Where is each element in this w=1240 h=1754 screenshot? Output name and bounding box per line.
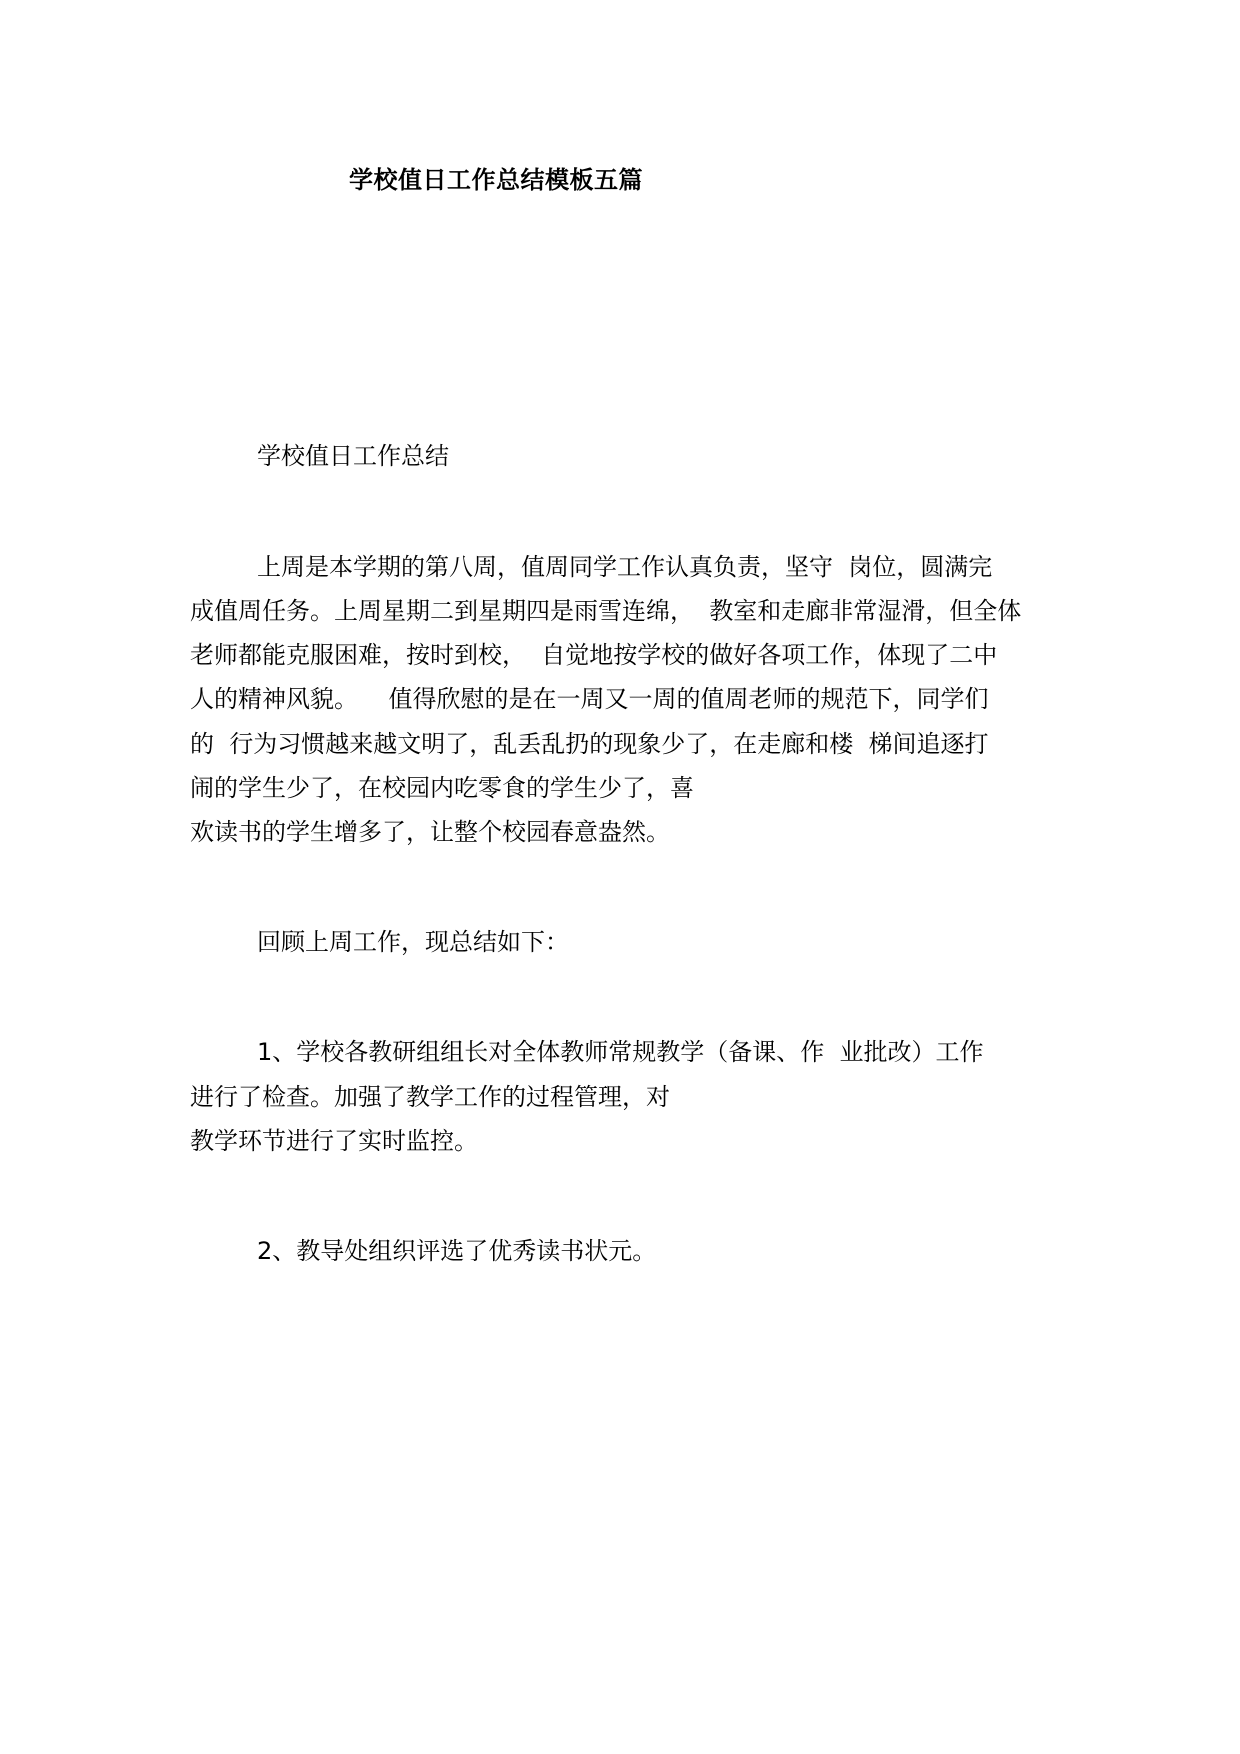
paragraph-line: 的 行为习惯越来越文明了，乱丢乱扔的现象少了，在走廊和楼 梯间追逐打 xyxy=(190,730,989,758)
review-intro: 回顾上周工作，现总结如下： xyxy=(257,928,569,956)
section-heading: 学校值日工作总结 xyxy=(257,442,449,470)
paragraph-line: 闹的学生少了，在校园内吃零食的学生少了，喜 xyxy=(190,774,694,802)
paragraph-line: 上周是本学期的第八周，值周同学工作认真负责，坚守 岗位，圆满完 xyxy=(257,553,993,581)
list-item-2: 2、教导处组织评选了优秀读书状元。 xyxy=(257,1237,657,1265)
list-item-line: 进行了检查。加强了教学工作的过程管理，对 xyxy=(190,1083,670,1111)
document-title: 学校值日工作总结模板五篇 xyxy=(349,166,643,194)
list-item-line: 教学环节进行了实时监控。 xyxy=(190,1127,478,1155)
list-item-line: 1、学校各教研组组长对全体教师常规教学（备课、作 业批改）工作 xyxy=(257,1038,984,1066)
paragraph-line: 欢读书的学生增多了，让整个校园春意盎然。 xyxy=(190,818,670,846)
paragraph-line: 人的精神风貌。 值得欣慰的是在一周又一周的值周老师的规范下，同学们 xyxy=(190,685,989,713)
paragraph-line: 老师都能克服困难，按时到校， 自觉地按学校的做好各项工作，体现了二中 xyxy=(190,641,998,669)
paragraph-line: 成值周任务。上周星期二到星期四是雨雪连绵， 教室和走廊非常湿滑，但全体 xyxy=(190,597,1022,625)
